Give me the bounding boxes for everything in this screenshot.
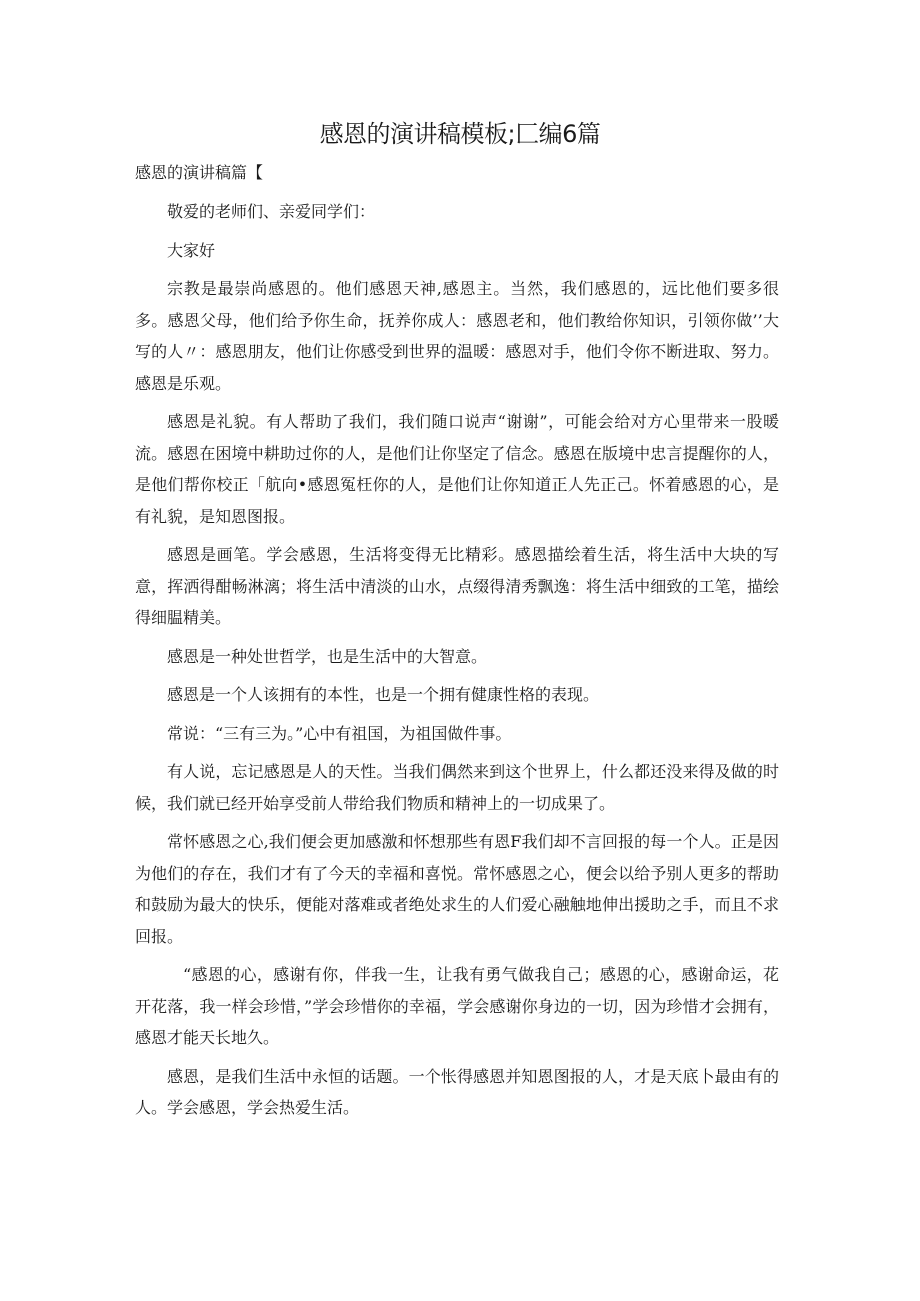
paragraph-gratitude-heart: 常怀感恩之心,我们便会更加感激和怀想那些有恩F我们却不言回报的每一个人。正是因为他们的存在，我们才有了今天的幸福和喜悦。常怀感恩之心，便会以给予别人更多的帮助和鼓励为最大的快乐，便能对落难或者绝处求生的人们爱心融触地伸出援助之手，而且不求回报。	[135, 832, 779, 946]
paragraph-courtesy: 感恩是礼貌。有人帮助了我们，我们随口说声“谢谢”，可能会给对方心里带来一股暖流。感恩在困境中耕助过你的人，是他们让你坚定了信念。感恩在版境中忠言提醒你的人，是他们帮你校正「航向•感恩冤枉你的人，是他们让你知道正人先正己。怀着感恩的心，是有礼貌，是知恩图报。	[135, 412, 779, 526]
section-heading: 感恩的演讲稿篇【	[135, 163, 264, 182]
salutation: 敬爱的老师们、亲爱同学们：	[167, 202, 376, 221]
paragraph-closing: 感恩，是我们生活中永恒的话题。一个怅得感恩并知恩图报的人，才是天底卜最由有的人。学会感恩，学会热爱生活。	[135, 1066, 779, 1117]
paragraph-philosophy: 感恩是一种处世哲学，也是生活中的大智意。	[167, 646, 488, 666]
paragraph-religion: 宗教是最崇尚感恩的。他们感恩天神,感恩主。当然，我们感恩的，远比他们要多很多。感恩父母，他们给予你生命，抚养你成人：感恩老和，他们教给你知识，引领你做’’大写的人〃：感恩朋友，他们让你感受到世界的温暖：感恩对手，他们令你不断进取、努力。感恩是乐观。	[135, 279, 779, 393]
paragraph-nature: 感恩是一个人该拥有的本性，也是一个拥有健康性格的表现。	[167, 685, 600, 704]
speech-body	[135, 196, 779, 1131]
paragraph-saying: 常说：“三有三为。”心中有祖国，为祖国做件事。	[167, 723, 512, 743]
greeting: 大家好	[167, 240, 216, 260]
document-title: 感恩的演讲稿模板;匚编6篇	[319, 120, 601, 148]
paragraph-brush: 感恩是画笔。学会感恩，生活将变得无比精彩。感恩描绘着生活，将生活中大块的写意，挥洒得酣畅淋漓；将生活中清淡的山水，点缀得清秀飘逸：将生活中细致的工笔，描绘得细腽精美。	[135, 545, 779, 627]
paragraph-forgetting: 有人说，忘记感恩是人的天性。当我们偶然来到这个世界上，什么都还没来得及做的时候，我们就已经开始享受前人带给我们物质和精神上的一切成果了。	[135, 762, 779, 813]
paragraph-song-quote: “感恩的心，感谢有你，伴我一生，让我有勇气做我自己；感恩的心，感谢命运，花开花落，我一样会珍惜，”学会珍惜你的幸福，学会感谢你身边的一切，因为珍惜才会拥有，感恩才能天长地久。	[135, 965, 779, 1047]
